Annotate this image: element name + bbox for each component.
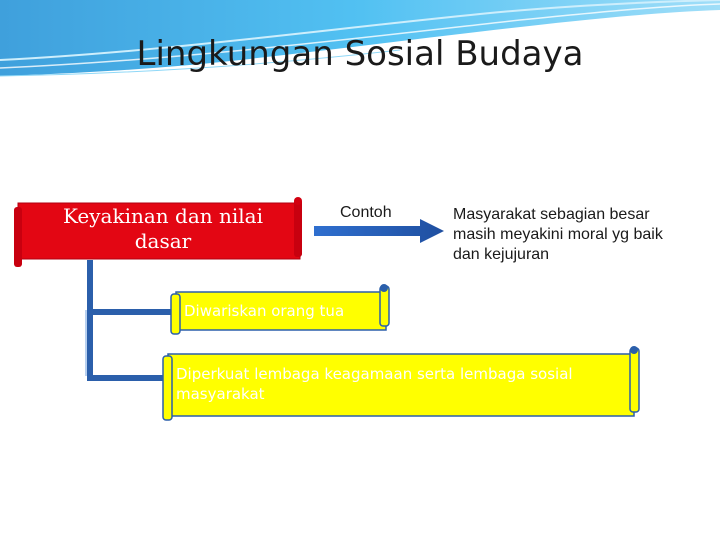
main-box-line1: Keyakinan dan nilai <box>63 204 263 228</box>
example-line3: dan kejujuran <box>453 246 550 263</box>
example-line1: Masyarakat sebagian besar <box>453 206 650 223</box>
arrow-label: Contoh <box>340 204 392 221</box>
scroll-1-text: Diwariskan orang tua <box>184 302 345 320</box>
main-box-text <box>28 204 298 254</box>
slide-title: Lingkungan Sosial Budaya <box>136 34 584 74</box>
scroll-2-line1: Diperkuat lembaga keagamaan serta lembaga sosial <box>176 365 573 383</box>
example-line2: masih meyakini moral yg baik <box>453 226 663 243</box>
main-box-line2: dasar <box>134 229 192 253</box>
scroll-2-line2: masyarakat <box>176 385 265 403</box>
example-text <box>453 205 663 265</box>
scroll-2-text <box>176 364 573 404</box>
